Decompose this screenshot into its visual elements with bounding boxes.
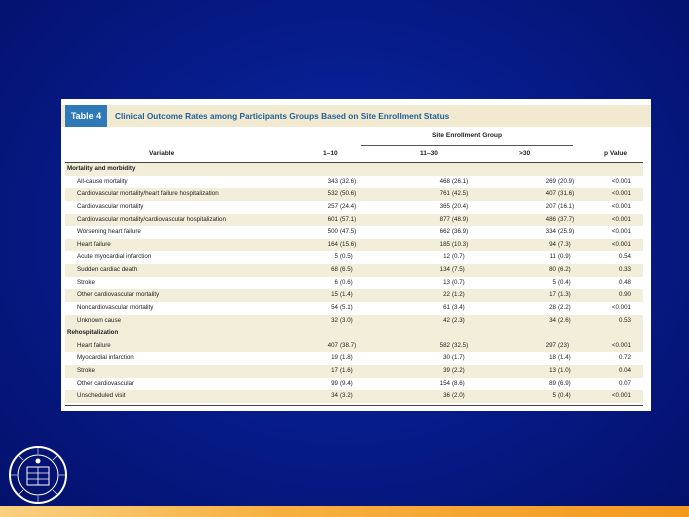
cell-group-3-percent: (23) — [558, 341, 570, 349]
cell-group-1-count: 343 — [327, 177, 338, 185]
cell-group-1-count: 6 — [334, 278, 338, 286]
row-variable: Heart failure — [77, 341, 111, 349]
table-row — [65, 226, 643, 239]
cell-group-2-percent: (0.7) — [452, 278, 465, 286]
table-row — [65, 315, 643, 328]
cell-p-value: <0.001 — [611, 228, 631, 236]
cell-group-1-percent: (9.4) — [340, 379, 353, 387]
cell-group-1-count: 99 — [331, 379, 338, 387]
cell-group-2-count: 12 — [443, 253, 450, 261]
cell-group-3-count: 407 — [545, 190, 556, 198]
cell-group-1-percent: (1.4) — [340, 291, 353, 299]
cell-group-3-count: 334 — [545, 228, 556, 236]
cell-group-3-percent: (2.6) — [558, 316, 571, 324]
cell-group-1-count: 54 — [331, 303, 338, 311]
cell-group-1-percent: (32.6) — [340, 177, 357, 185]
cell-group-1-percent: (6.5) — [340, 266, 353, 273]
row-variable: Other cardiovascular mortality — [77, 291, 160, 299]
cell-group-2-count: 30 — [443, 354, 450, 362]
cell-p-value: <0.001 — [611, 215, 631, 223]
cell-group-1-count: 15 — [331, 291, 338, 299]
group-header: Site Enrollment Group — [432, 132, 502, 139]
row-variable: Sudden cardiac death — [77, 266, 138, 273]
cell-group-1-percent: (50.6) — [340, 190, 357, 198]
table-row — [65, 188, 643, 201]
cell-group-2-percent: (2.2) — [452, 367, 465, 374]
row-variable: Myocardial infarction — [77, 354, 134, 362]
cell-group-1-percent: (38.7) — [340, 341, 357, 349]
group-header-rule — [361, 145, 573, 146]
cell-group-3-count: 94 — [549, 240, 556, 248]
cell-group-3-count: 5 — [552, 392, 556, 400]
cell-group-2-count: 468 — [439, 177, 450, 185]
table-row — [65, 352, 643, 365]
table-row — [65, 201, 643, 214]
cell-group-3-percent: (1.3) — [558, 291, 571, 299]
row-variable: Unknown cause — [77, 316, 122, 324]
cell-group-3-percent: (0.9) — [558, 253, 571, 261]
cell-group-2-percent: (8.6) — [452, 379, 465, 387]
row-variable: Stroke — [77, 278, 95, 286]
cell-group-3-count: 486 — [545, 215, 556, 223]
table-title-bar — [61, 105, 651, 127]
cell-group-3-percent: (20.9) — [558, 177, 575, 185]
table-row — [65, 365, 643, 378]
row-variable: Cardiovascular mortality/cardiovascular hospitalization — [77, 215, 226, 223]
table-row — [65, 176, 643, 189]
cell-group-2-count: 761 — [439, 190, 450, 198]
cell-group-1-count: 32 — [331, 316, 338, 324]
cell-p-value: 0.54 — [618, 253, 631, 261]
cell-group-3-percent: (31.6) — [558, 190, 575, 198]
cell-group-2-percent: (1.2) — [452, 291, 465, 299]
table-row — [65, 239, 643, 252]
cell-group-2-percent: (42.5) — [452, 190, 469, 198]
university-seal-logo — [8, 445, 68, 505]
column-header-variable: Variable — [149, 150, 175, 157]
cell-group-1-percent: (5.1) — [340, 303, 353, 311]
cell-group-2-count: 42 — [443, 316, 450, 324]
table-row — [65, 214, 643, 227]
cell-group-3-percent: (6.9) — [558, 379, 571, 387]
cell-group-1-count: 407 — [327, 341, 338, 349]
cell-group-3-percent: (25.9) — [558, 228, 575, 236]
cell-group-2-percent: (2.0) — [452, 392, 465, 400]
section-header-row — [65, 327, 643, 340]
cell-group-1-count: 500 — [327, 228, 338, 236]
column-header-group-2: 11–30 — [420, 150, 438, 157]
cell-p-value: 0.53 — [618, 316, 631, 324]
cell-group-3-percent: (0.4) — [558, 278, 571, 286]
section-label: Mortality and morbidity — [67, 165, 136, 172]
row-variable: Worsening heart failure — [77, 228, 141, 236]
cell-p-value: <0.001 — [611, 240, 631, 248]
row-variable: Cardiovascular mortality/heart failure hospitalization — [77, 190, 219, 198]
cell-group-3-count: 28 — [549, 303, 556, 311]
cell-group-3-count: 17 — [549, 291, 556, 299]
cell-group-2-count: 662 — [439, 228, 450, 236]
cell-group-3-percent: (2.2) — [558, 303, 571, 311]
bottom-accent-bar — [0, 506, 689, 517]
cell-group-1-count: 5 — [334, 253, 338, 261]
cell-group-3-percent: (37.7) — [558, 215, 575, 223]
cell-group-2-count: 22 — [443, 291, 450, 299]
table-row — [65, 277, 643, 290]
cell-group-2-percent: (2.3) — [452, 316, 465, 324]
cell-p-value: <0.001 — [611, 190, 631, 198]
cell-group-2-count: 877 — [439, 215, 450, 223]
row-variable: Heart failure — [77, 240, 111, 248]
column-header-group-1: 1–10 — [323, 150, 338, 157]
cell-group-1-count: 34 — [331, 392, 338, 400]
cell-group-2-count: 154 — [439, 379, 450, 387]
section-label: Rehospitalization — [67, 329, 119, 337]
row-variable: Other cardiovascular — [77, 379, 135, 387]
row-variable: All-cause mortality — [77, 177, 128, 185]
cell-p-value: 0.90 — [618, 291, 631, 299]
cell-group-3-percent: (1.4) — [558, 354, 571, 362]
cell-group-2-count: 365 — [439, 202, 450, 210]
cell-group-3-count: 18 — [549, 354, 556, 362]
row-variable: Noncardiovascular mortality — [77, 303, 154, 311]
cell-p-value: 0.07 — [618, 379, 631, 387]
cell-p-value: <0.001 — [611, 303, 631, 311]
cell-group-3-count: 207 — [545, 202, 556, 210]
cell-group-1-percent: (57.1) — [340, 215, 357, 223]
table-row — [65, 289, 643, 302]
cell-group-1-count: 257 — [327, 202, 338, 210]
cell-group-2-count: 134 — [439, 266, 450, 273]
cell-group-1-percent: (3.2) — [340, 392, 353, 400]
cell-group-2-percent: (26.1) — [452, 177, 469, 185]
table-row — [65, 378, 643, 391]
cell-group-1-percent: (47.5) — [340, 228, 357, 236]
section-header-row — [65, 163, 643, 176]
cell-group-1-count: 601 — [327, 215, 338, 223]
cell-group-2-percent: (0.7) — [452, 253, 465, 261]
cell-group-1-count: 164 — [327, 240, 338, 248]
cell-group-3-percent: (0.4) — [558, 392, 571, 400]
cell-group-2-percent: (32.5) — [452, 341, 469, 349]
table-body — [65, 163, 643, 403]
cell-group-3-count: 34 — [549, 316, 556, 324]
cell-group-3-count: 13 — [549, 367, 556, 374]
cell-p-value: <0.001 — [611, 392, 631, 400]
cell-group-3-count: 269 — [545, 177, 556, 185]
cell-group-1-percent: (3.0) — [340, 316, 353, 324]
cell-group-2-percent: (1.7) — [452, 354, 465, 362]
cell-group-1-percent: (15.6) — [340, 240, 357, 248]
row-variable: Unscheduled visit — [77, 392, 126, 400]
cell-group-2-count: 13 — [443, 278, 450, 286]
cell-group-3-count: 297 — [545, 341, 556, 349]
cell-group-3-percent: (7.3) — [558, 240, 571, 248]
cell-group-2-count: 61 — [443, 303, 450, 311]
cell-group-2-count: 185 — [439, 240, 450, 248]
row-variable: Cardiovascular mortality — [77, 202, 144, 210]
cell-group-2-percent: (48.9) — [452, 215, 469, 223]
cell-group-3-percent: (1.0) — [558, 367, 571, 374]
cell-group-1-percent: (0.5) — [340, 253, 353, 261]
row-variable: Stroke — [77, 367, 95, 374]
cell-group-2-percent: (7.5) — [452, 266, 465, 273]
table-label: Table 4 — [65, 105, 107, 127]
cell-group-3-count: 80 — [549, 266, 556, 273]
table-row — [65, 251, 643, 264]
cell-group-2-percent: (36.9) — [452, 228, 469, 236]
cell-group-1-percent: (0.6) — [340, 278, 353, 286]
cell-group-2-count: 39 — [443, 367, 450, 374]
cell-group-1-count: 19 — [331, 354, 338, 362]
cell-group-2-percent: (20.4) — [452, 202, 469, 210]
column-header-group-3: >30 — [519, 150, 531, 157]
column-header-p-value: p Value — [604, 150, 628, 157]
cell-p-value: 0.48 — [618, 278, 631, 286]
cell-group-1-percent: (1.8) — [340, 354, 353, 362]
cell-p-value: 0.33 — [618, 266, 631, 273]
table-title: Clinical Outcome Rates among Participants Groups Based on Site Enrollment Status — [115, 111, 450, 121]
cell-p-value: <0.001 — [611, 202, 631, 210]
cell-group-3-count: 5 — [552, 278, 556, 286]
cell-p-value: <0.001 — [611, 177, 631, 185]
cell-group-1-count: 532 — [327, 190, 338, 198]
row-variable: Acute myocardial infarction — [77, 253, 152, 261]
table-panel — [61, 99, 651, 411]
table-row — [65, 340, 643, 353]
bottom-rule — [65, 405, 643, 406]
table-row — [65, 390, 643, 403]
cell-group-3-count: 89 — [549, 379, 556, 387]
cell-group-3-percent: (6.2) — [558, 266, 571, 273]
cell-group-2-percent: (10.3) — [452, 240, 469, 248]
table-row — [65, 264, 643, 277]
cell-group-2-count: 582 — [439, 341, 450, 349]
cell-group-1-percent: (24.4) — [340, 202, 357, 210]
column-headers — [61, 150, 651, 162]
cell-p-value: 0.72 — [618, 354, 631, 362]
cell-p-value: <0.001 — [611, 341, 631, 349]
cell-p-value: 0.04 — [618, 367, 631, 374]
table-row — [65, 302, 643, 315]
cell-group-1-count: 17 — [331, 367, 338, 374]
cell-group-2-count: 36 — [443, 392, 450, 400]
cell-group-1-percent: (1.6) — [340, 367, 353, 374]
cell-group-3-percent: (16.1) — [558, 202, 575, 210]
cell-group-2-percent: (3.4) — [452, 303, 465, 311]
cell-group-3-count: 11 — [549, 253, 556, 261]
cell-group-1-count: 68 — [331, 266, 338, 273]
